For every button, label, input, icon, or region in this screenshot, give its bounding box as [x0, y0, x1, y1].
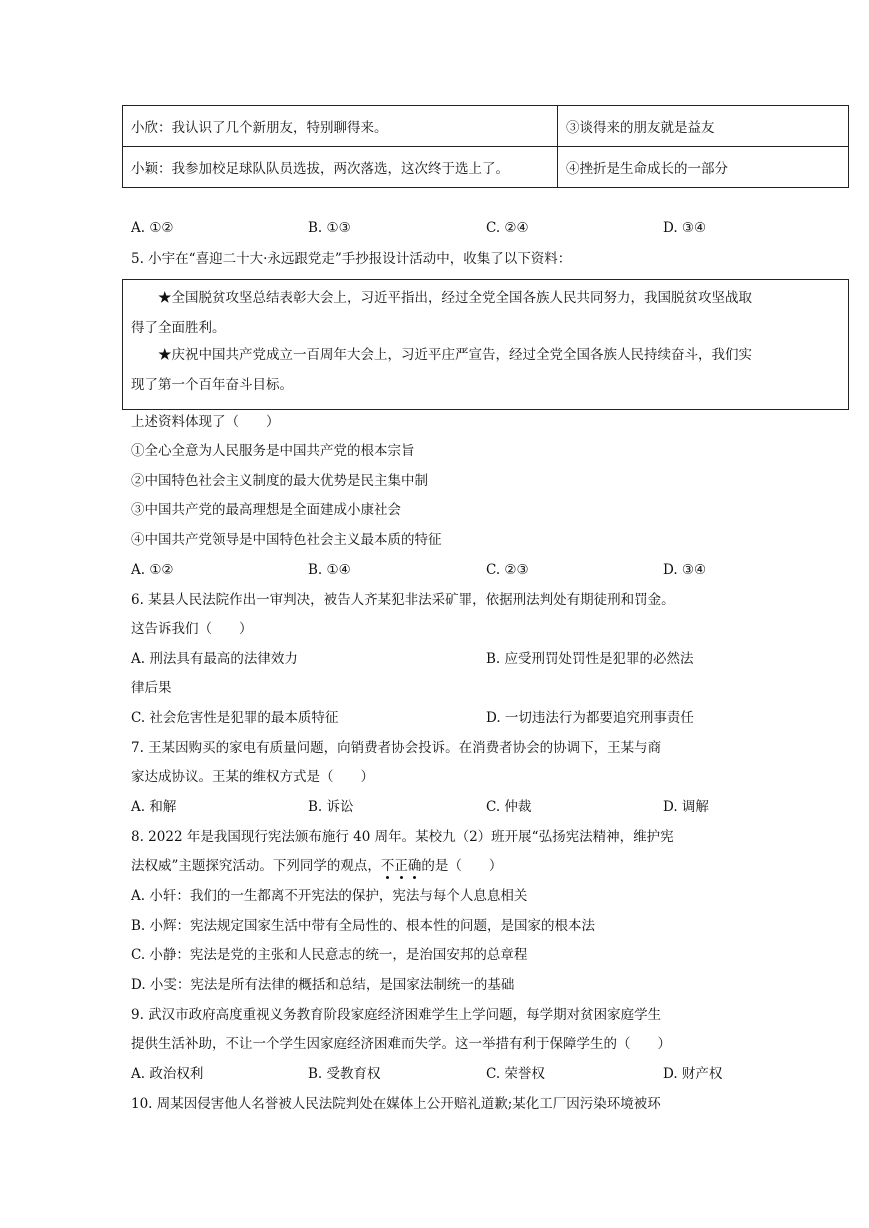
q5-option-a: A. ①② — [131, 562, 174, 578]
q6-option-b-continued: 律后果 — [131, 680, 172, 696]
q5-stem: 5. 小宇在“喜迎二十大·永远跟党走”手抄报设计活动中，收集了以下资料： — [131, 251, 572, 267]
q9-option-d: D. 财产权 — [663, 1066, 723, 1082]
q7-stem-line-1: 7. 王某因购买的家电有质量问题，向销费者协会投诉。在消费者协会的协调下，王某与商 — [131, 740, 662, 756]
q10-stem-line-1: 10. 周某因侵害他人名誉被人民法院判处在媒体上公开赔礼道歉;某化工厂因污染环境被环 — [131, 1096, 661, 1112]
emphasis-char: 不 — [380, 858, 395, 874]
q4-option-d: D. ③④ — [663, 220, 707, 236]
top-table — [122, 105, 849, 188]
q7-option-a: A. 和解 — [131, 799, 177, 815]
material-paragraph-2-line-1: ★庆祝中国共产党成立一百周年大会上，习近平庄严宣告，经过全党全国各族人民持续奋斗，我们实 — [158, 347, 752, 363]
q6-stem-line-2: 这告诉我们（ ） — [131, 621, 253, 637]
q7-stem-line-2: 家达成协议。王某的维权方式是（ ） — [131, 769, 374, 785]
table-cell: ③谈得来的朋友就是益友 — [558, 106, 849, 147]
q4-option-b: B. ①③ — [308, 220, 351, 236]
material-paragraph-1-line-1: ★全国脱贫攻坚总结表彰大会上，习近平指出，经过全党全国各族人民共同努力，我国脱贫攻坚战取 — [158, 290, 752, 306]
q8-stem-text: 的是（ ） — [421, 858, 503, 874]
q8-stem-line-2 — [131, 857, 502, 875]
q8-option-c: C. 小静：宪法是党的主张和人民意志的统一，是治国安邦的总章程 — [131, 947, 528, 963]
table-cell: 小欣：我认识了几个新朋友，特别聊得来。 — [123, 106, 558, 147]
q5-option-b: B. ①④ — [308, 562, 351, 578]
q6-option-c: C. 社会危害性是犯罪的最本质特征 — [131, 710, 339, 726]
table-row — [123, 106, 849, 147]
q7-option-d: D. 调解 — [663, 799, 709, 815]
q5-item-2: ②中国特色社会主义制度的最大优势是民主集中制 — [131, 473, 428, 489]
q9-stem-line-1: 9. 武汉市政府高度重视义务教育阶段家庭经济困难学生上学问题，每学期对贫困家庭学生 — [131, 1007, 662, 1023]
material-paragraph-2-line-2: 现了第一个百年奋斗目标。 — [131, 377, 293, 393]
table-cell: ④挫折是生命成长的一部分 — [558, 147, 849, 188]
emphasis-char: 正 — [394, 858, 408, 874]
emphasis-char: 确 — [407, 858, 422, 874]
q5-item-1: ①全心全意为人民服务是中国共产党的根本宗旨 — [131, 443, 415, 459]
material-box — [122, 279, 849, 410]
q7-option-b: B. 诉讼 — [308, 799, 354, 815]
q6-option-a: A. 刑法具有最高的法律效力 — [131, 651, 298, 667]
q8-option-a: A. 小轩：我们的一生都离不开宪法的保护，宪法与每个人息息相关 — [131, 888, 528, 904]
q6-stem-line-1: 6. 某县人民法院作出一审判决，被告人齐某犯非法采矿罪，依据刑法判处有期徒刑和罚金。 — [131, 592, 675, 608]
q6-option-d: D. 一切违法行为都要追究刑事责任 — [486, 710, 694, 726]
q6-option-b: B. 应受刑罚处罚性是犯罪的必然法 — [486, 651, 694, 667]
q7-option-c: C. 仲裁 — [486, 799, 532, 815]
q9-option-c: C. 荣誉权 — [486, 1066, 545, 1082]
q8-stem-text: 法权威”主题探究活动。下列同学的观点， — [131, 858, 381, 874]
q5-question: 上述资料体现了（ ） — [131, 414, 280, 430]
q5-item-3: ③中国共产党的最高理想是全面建成小康社会 — [131, 502, 401, 518]
q4-option-c: C. ②④ — [486, 220, 529, 236]
table-row — [123, 147, 849, 188]
q8-stem-line-1: 8. 2022 年是我国现行宪法颁布施行 40 周年。某校九（2）班开展“弘扬宪法精神，维护宪 — [131, 829, 674, 845]
table-cell: 小颖：我参加校足球队队员选拔，两次落选，这次终于选上了。 — [123, 147, 558, 188]
q4-option-a: A. ①② — [131, 220, 174, 236]
q9-stem-line-2: 提供生活补助，不让一个学生因家庭经济困难而失学。这一举措有利于保障学生的（ ） — [131, 1036, 671, 1052]
q8-option-b: B. 小辉：宪法规定国家生活中带有全局性的、根本性的问题，是国家的根本法 — [131, 918, 596, 934]
q9-option-a: A. 政治权利 — [131, 1066, 204, 1082]
q5-option-c: C. ②③ — [486, 562, 529, 578]
q5-item-4: ④中国共产党领导是中国特色社会主义最本质的特征 — [131, 532, 442, 548]
q8-option-d: D. 小雯：宪法是所有法律的概括和总结，是国家法制统一的基础 — [131, 977, 515, 993]
material-paragraph-1-line-2: 得了全面胜利。 — [131, 320, 226, 336]
q5-option-d: D. ③④ — [663, 562, 707, 578]
q9-option-b: B. 受教育权 — [308, 1066, 381, 1082]
